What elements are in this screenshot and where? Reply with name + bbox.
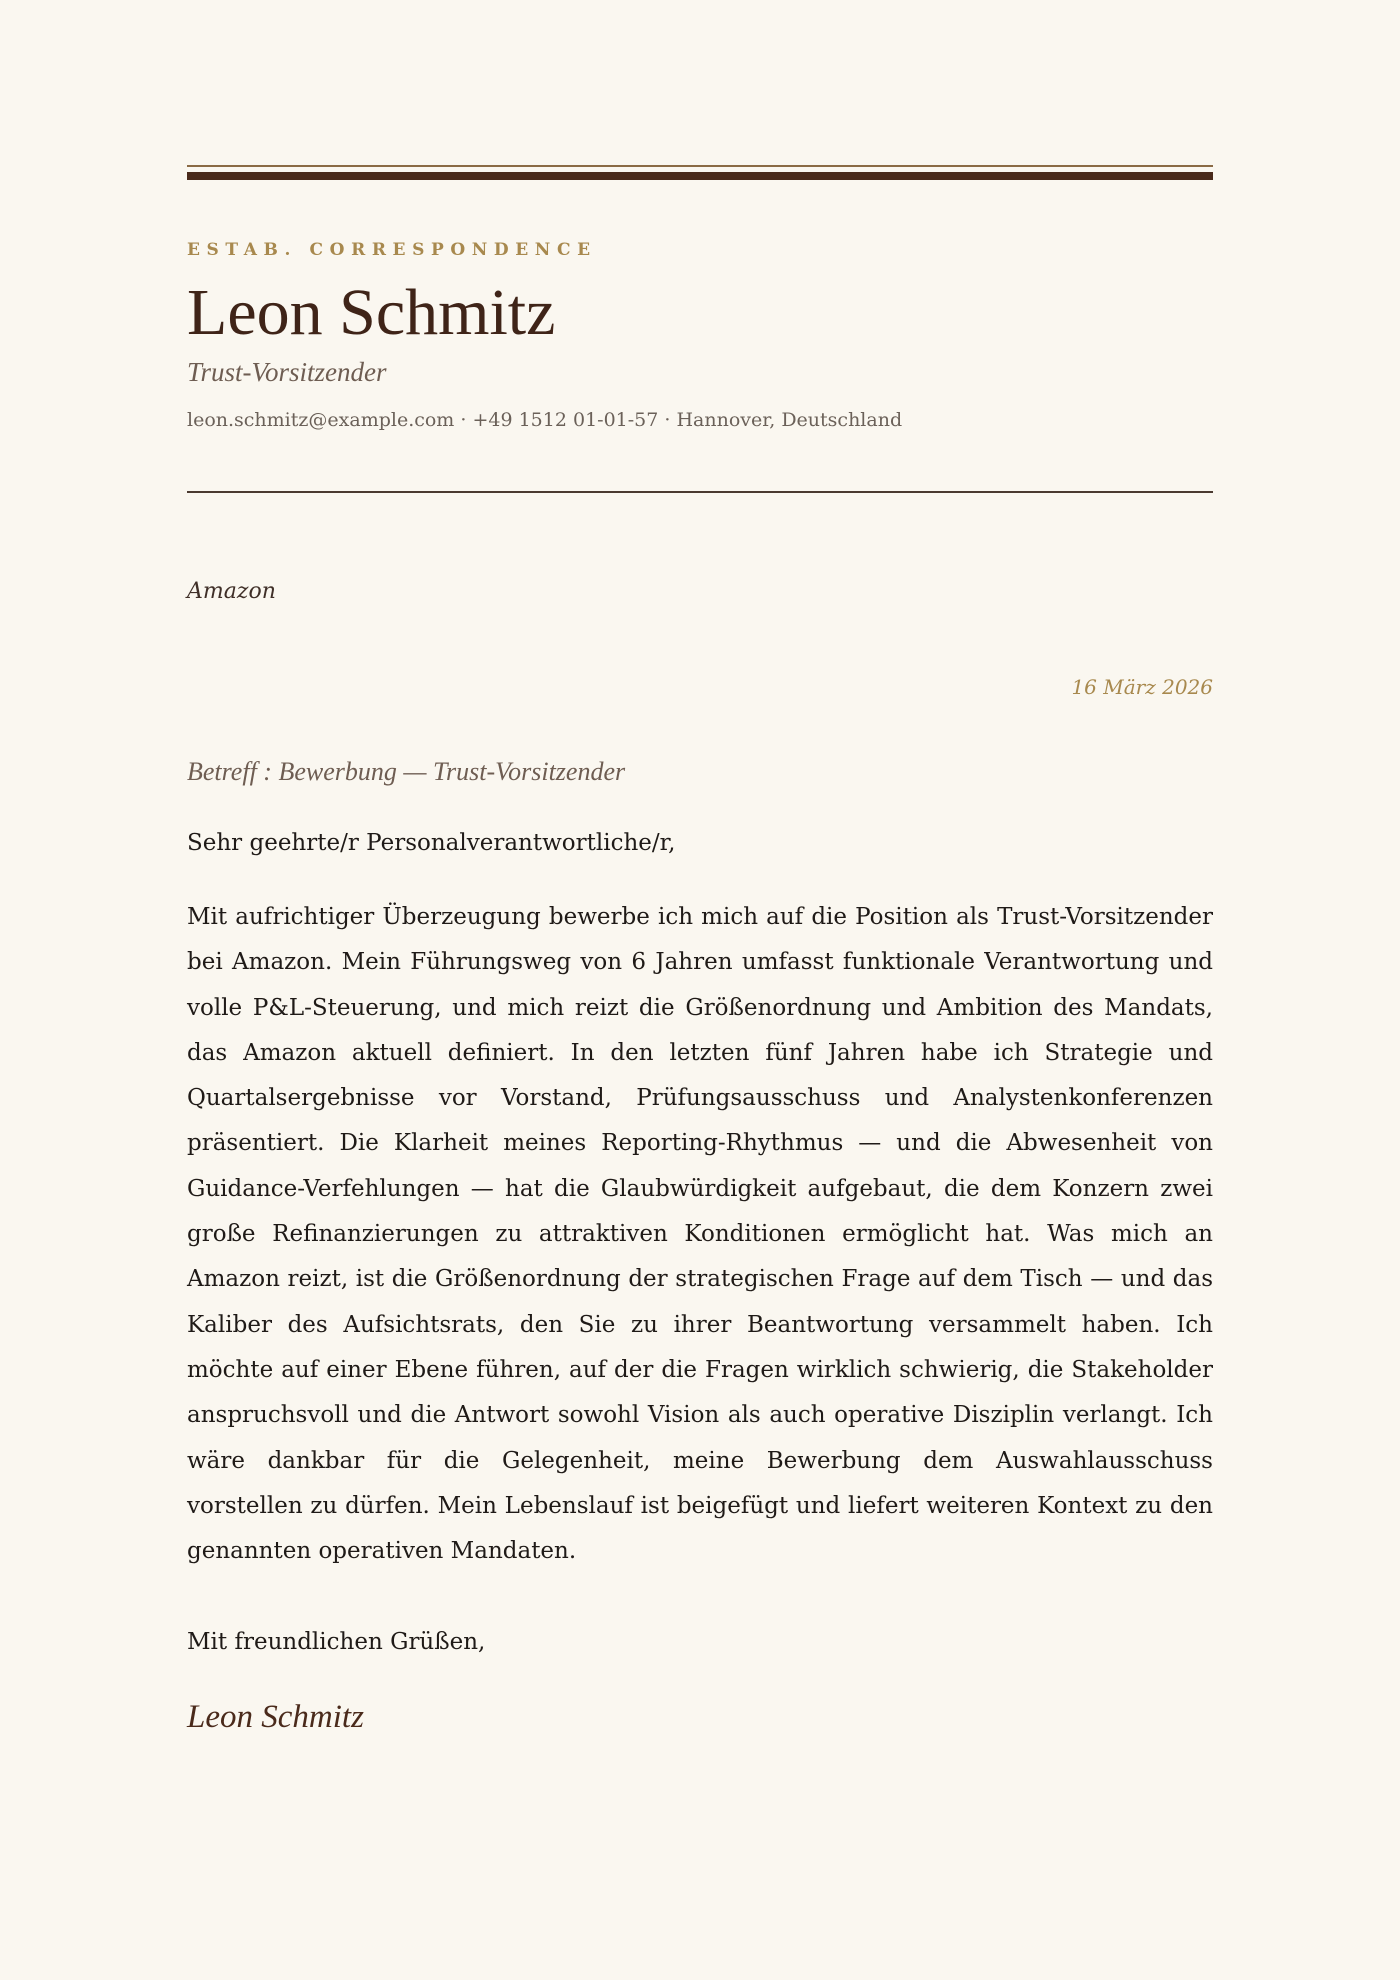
estab-label: ESTAB. CORRESPONDENCE <box>187 240 597 260</box>
sender-contact: leon.schmitz@example.com · +49 1512 01-01-57 · Hannover, Deutschland <box>187 409 903 431</box>
letter-closing: Mit freundlichen Grüßen, <box>187 1629 486 1656</box>
header-divider <box>187 491 1213 493</box>
letter-body: Mit aufrichtiger Überzeugung bewerbe ich mich auf die Position als Trust-Vorsitzender bei Amazon. Mein Führungsweg von 6 Jahren umfasst funktionale Verantwortung und volle P&L-Steuerung, und mich reizt die Größenordnung und Ambition des Mandats, das Amazon aktuell definiert. In den letzten fünf Jahren habe ich Strategie und Quartalsergebnisse vor Vorstand, Prüfungsausschuss und Analystenkonferenzen präsentiert. Die Klarheit meines Reporting-Rhythmus — und die Abwesenheit von Guidance-Verfehlungen — hat die Glaubwürdigkeit aufgebaut, die dem Konzern zwei große Refinanzierungen zu attraktiven Konditionen ermöglicht hat. Was mich an Amazon reizt, ist die Größenordnung der strategischen Frage auf dem Tisch — und das Kaliber des Aufsichtsrats, den Sie zu ihrer Beantwortung versammelt haben. Ich möchte auf einer Ebene führen, auf der die Fragen wirklich schwierig, die Stakeholder anspruchsvoll und die Antwort sowohl Vision als auch operative Disziplin verlangt. Ich wäre dankbar für die Gelegenheit, meine Bewerbung dem Auswahlausschuss vorstellen zu dürfen. Mein Lebenslauf ist beigefügt und liefert weiteren Kontext zu den genannten operativen Mandaten. <box>187 904 1213 1565</box>
header-rule-thin <box>187 165 1213 167</box>
letter-page <box>187 165 1213 1737</box>
letter-subject: Betreff : Bewerbung — Trust-Vorsitzender <box>187 757 626 786</box>
letter-salutation: Sehr geehrte/r Personalverantwortliche/r, <box>187 830 676 856</box>
letter-date: 16 März 2026 <box>1071 675 1213 699</box>
recipient-company: Amazon <box>187 579 276 604</box>
sender-name: Leon Schmitz <box>187 276 556 349</box>
letter-signature: Leon Schmitz <box>187 1699 364 1736</box>
header-rule-thick <box>187 172 1213 180</box>
sender-role: Trust-Vorsitzender <box>187 357 387 387</box>
